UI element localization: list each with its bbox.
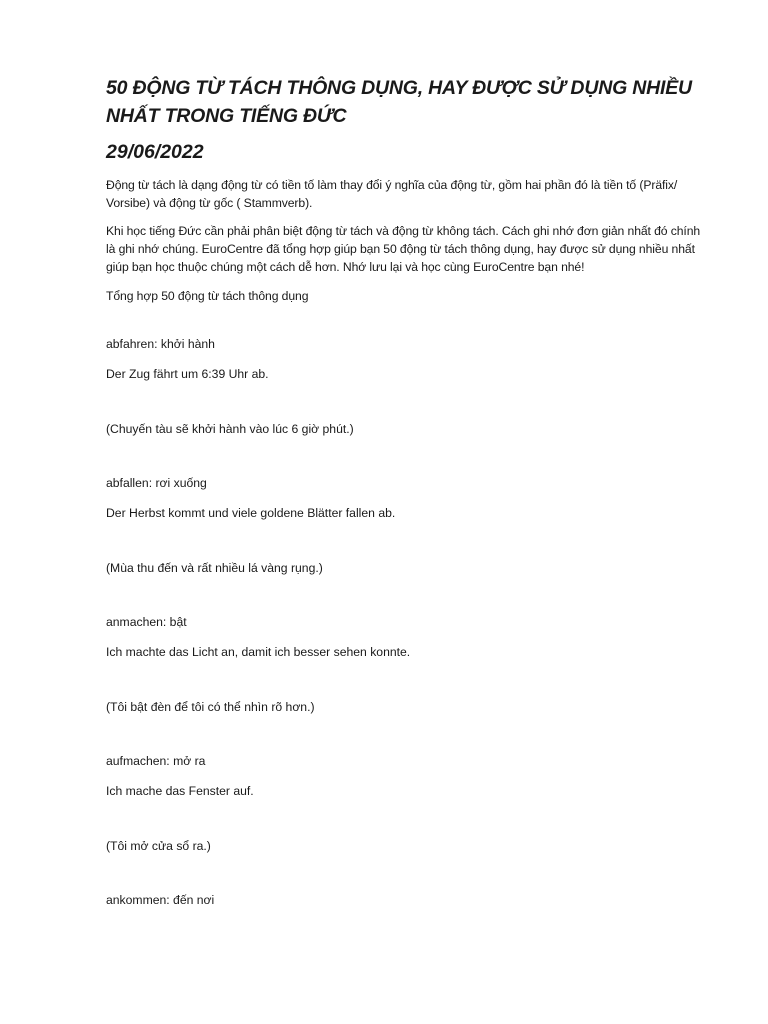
example-translation: (Tôi bật đèn để tôi có thể nhìn rõ hơn.) xyxy=(106,700,315,714)
verb-meaning: abfahren: khởi hành xyxy=(106,337,215,351)
example-translation: (Tôi mở cửa sổ ra.) xyxy=(106,839,211,853)
verb-entry xyxy=(106,474,706,577)
section-heading: Tổng hợp 50 động từ tách thông dụng xyxy=(106,289,309,303)
verb-meaning: ankommen: đến nơi xyxy=(106,893,215,907)
example-sentence: Ich machte das Licht an, damit ich besser sehen konnte. xyxy=(106,645,411,659)
verb-meaning: anmachen: bật xyxy=(106,615,187,629)
verb-entry xyxy=(106,613,706,716)
verb-list xyxy=(106,335,706,909)
verb-entry xyxy=(106,891,706,909)
example-sentence: Ich mache das Fenster auf. xyxy=(106,784,254,798)
example-translation: (Mùa thu đến và rất nhiều lá vàng rụng.) xyxy=(106,561,323,575)
verb-meaning: abfallen: rơi xuống xyxy=(106,476,207,490)
verb-entry xyxy=(106,752,706,855)
verb-meaning: aufmachen: mở ra xyxy=(106,754,206,768)
example-sentence: Der Zug fährt um 6:39 Uhr ab. xyxy=(106,367,269,381)
example-translation: (Chuyến tàu sẽ khởi hành vào lúc 6 giờ phút.) xyxy=(106,422,354,436)
example-sentence: Der Herbst kommt und viele goldene Blätter fallen ab. xyxy=(106,506,396,520)
verb-entry xyxy=(106,335,706,438)
document-title: 50 ĐỘNG TỪ TÁCH THÔNG DỤNG, HAY ĐƯỢC SỬ DỤNG NHIỀU NHẤT TRONG TIẾNG ĐỨC xyxy=(106,77,692,127)
intro-paragraph: Khi học tiếng Đức cần phải phân biệt động từ tách và động từ không tách. Cách ghi nhớ đơn giản nhất đó chính là ghi nhớ chúng. EuroCentre đã tổng hợp giúp bạn 50 động từ tách thông dụng, hay được sử dụng nhiều nhất giúp bạn học thuộc chúng một cách dễ hơn. Nhớ lưu lại và học cùng EuroCentre bạn nhé! xyxy=(106,224,701,274)
document-page xyxy=(106,74,706,909)
intro-paragraph: Động từ tách là dạng động từ có tiền tố làm thay đổi ý nghĩa của động từ, gồm hai phần đó là tiền tố (Präfix/ Vorsibe) và động từ gốc ( Stammverb). xyxy=(106,178,678,210)
document-date: 29/06/2022 xyxy=(106,141,204,163)
